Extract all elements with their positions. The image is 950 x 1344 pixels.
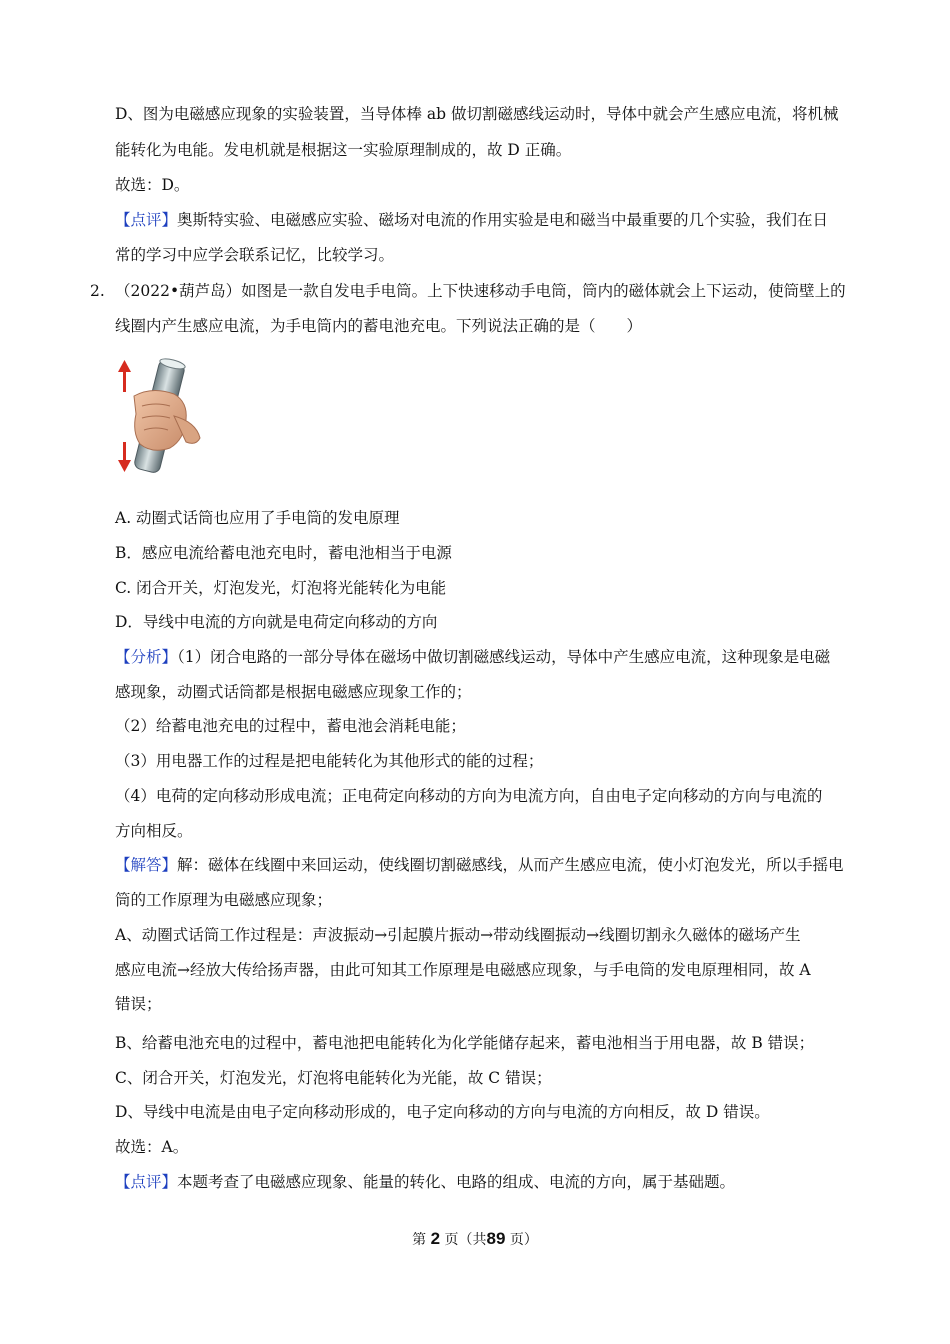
q2-comment-text: 本题考查了电磁感应现象、能量的转化、电路的组成、电流的方向，属于基础题。 [177, 1173, 736, 1191]
option-a: A. 动圈式话筒也应用了手电筒的发电原理 [115, 509, 400, 527]
answer-a-line3: 错误； [115, 995, 162, 1013]
analysis-text: （1）闭合电路的一部分导体在磁场中做切割磁感线运动，导体中产生感应电流，这种现象是电磁 [177, 648, 831, 666]
analysis-line6: 方向相反。 [115, 822, 193, 840]
answer-text: 解：磁体在线圈中来回运动，使线圈切割磁感线，从而产生感应电流，使小灯泡发光，所以手摇电 [177, 856, 844, 874]
answer-c: C、闭合开关，灯泡发光，灯泡将电能转化为光能，故 C 错误； [115, 1069, 552, 1087]
q1-option-d-explanation-line1: D、图为电磁感应现象的实验装置，当导体棒 ab 做切割磁感线运动时，导体中就会产生感应电流，将机械 [115, 105, 839, 123]
footer-suffix: 页） [509, 1232, 538, 1248]
flashlight-figure [112, 356, 204, 480]
hand-flashlight-illustration [112, 356, 204, 480]
analysis-line3: （2）给蓄电池充电的过程中，蓄电池会消耗电能； [115, 717, 466, 735]
q1-choice: 故选：D。 [115, 176, 190, 194]
q1-comment-text: 奥斯特实验、电磁感应实验、磁场对电流的作用实验是电和磁当中最重要的几个实验，我们在日 [177, 211, 829, 229]
analysis-line5: （4）电荷的定向移动形成电流；正电荷定向移动的方向为电流方向，自由电子定向移动的方向与电流的 [115, 787, 823, 805]
answer-d: D、导线中电流是由电子定向移动形成的，电子定向移动的方向与电流的方向相反，故 D 错误。 [115, 1103, 770, 1121]
analysis-line2: 感现象，动圈式话筒都是根据电磁感应现象工作的； [115, 683, 472, 701]
question-number: 2. [90, 282, 105, 300]
page-footer [0, 1226, 950, 1253]
q2-stem-line2: 线圈内产生感应电流，为手电筒内的蓄电池充电。下列说法正确的是（ ） [115, 317, 643, 335]
answer-tag: 【解答】 [115, 856, 178, 874]
analysis-line1 [115, 644, 862, 670]
answer-a-line2: 感应电流→经放大传给扬声器，由此可知其工作原理是电磁感应现象，与手电筒的发电原理相同，故 A [115, 961, 811, 979]
option-d: D．导线中电流的方向就是电荷定向移动的方向 [115, 613, 438, 631]
answer-line1 [115, 852, 862, 878]
footer-prefix: 第 [412, 1232, 427, 1248]
q1-option-d-explanation-line2: 能转化为电能。发电机就是根据这一实验原理制成的，故 D 正确。 [115, 141, 572, 159]
analysis-tag: 【分析】 [115, 648, 178, 666]
q1-comment-line2: 常的学习中应学会联系记忆，比较学习。 [115, 246, 395, 264]
q2-stem-line1: （2022•葫芦岛）如图是一款自发电手电筒。上下快速移动手电筒，筒内的磁体就会上下运动，使筒壁上的 [115, 282, 846, 300]
q2-choice: 故选：A。 [115, 1138, 189, 1156]
analysis-line4: （3）用电器工作的过程是把电能转化为其他形式的能的过程； [115, 752, 544, 770]
comment-tag: 【点评】 [115, 211, 178, 229]
q1-comment-line1 [115, 207, 862, 233]
answer-b: B、给蓄电池充电的过程中，蓄电池把电能转化为化学能储存起来，蓄电池相当于用电器，故 B 错误； [115, 1034, 815, 1052]
option-c: C. 闭合开关，灯泡发光，灯泡将光能转化为电能 [115, 579, 447, 597]
answer-line2: 筒的工作原理为电磁感应现象； [115, 891, 333, 909]
page-number: 2 [430, 1229, 441, 1248]
answer-a-line1: A、动圈式话筒工作过程是：声波振动→引起膜片振动→带动线圈振动→线圈切割永久磁体的磁场产生 [115, 926, 801, 944]
option-b: B．感应电流给蓄电池充电时，蓄电池相当于电源 [115, 544, 452, 562]
comment-tag: 【点评】 [115, 1173, 178, 1191]
q2-comment [115, 1169, 862, 1195]
footer-mid: 页（共 [444, 1232, 487, 1248]
total-pages: 89 [486, 1229, 506, 1248]
